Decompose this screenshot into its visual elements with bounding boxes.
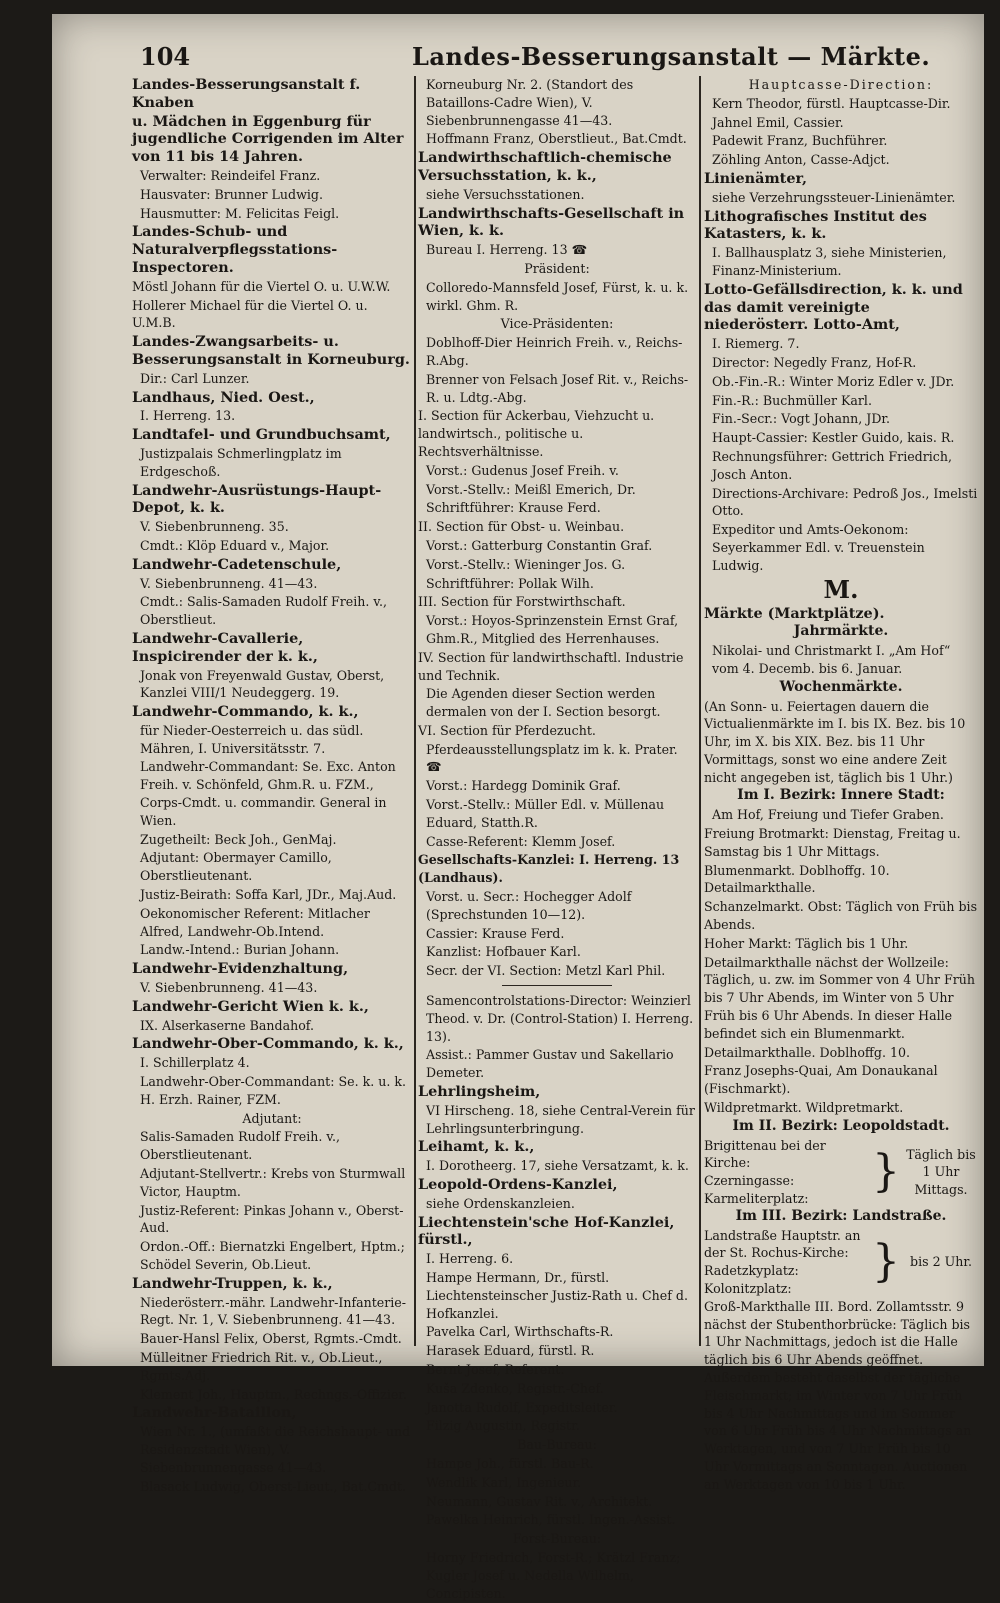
entry-heading: Lotto-Gefällsdirection, k. k. und das damit vereinigte niederösterr. Lotto-Amt, xyxy=(704,280,963,334)
entry-text: Bau-Bureau: xyxy=(517,1437,597,1453)
entry-heading: Jahrmärkte. xyxy=(793,623,889,640)
entry-text: Hoher Markt: Täglich bis 1 Uhr. xyxy=(704,935,909,951)
entry-text: Vorst.: Gatterburg Constantin Graf. xyxy=(426,537,653,553)
entry-text: Jonak von Freyenwald Gustav, Oberst, Kanzlei VIII/1 Neudeggerg. 19. xyxy=(140,667,385,701)
entry-text: Vorst.: Gudenus Josef Freih. v. xyxy=(426,462,619,478)
entry-heading: Landes-Schub- und Naturalverpflegsstations-Inspectoren. xyxy=(132,223,338,276)
entry-text: Dir.: Carl Lunzer. xyxy=(140,370,250,386)
entry-text: Samencontrolstations-Director: Weinzierl Theod. v. Dr. (Control-Station) I. Herreng. 13). xyxy=(426,993,694,1044)
entry-text: Wendlik Karl, Ingenieur. xyxy=(426,1474,582,1490)
entry-text: Hampe Hermann, Dr., fürstl. Liechtensteinscher Justiz-Rath u. Chef d. Hofkanzlei. xyxy=(426,1270,688,1321)
entry-text: Ordon.-Off.: Biernatzki Engelbert, Hptm.; Schödel Severin, Ob.Lieut. xyxy=(140,1239,405,1272)
entry-text: Detailmarkthalle nächst der Wollzeile: Täglich, u. zw. im Sommer von 4 Uhr Früh bis 7 Uhr Abends, im Winter von 5 Uhr Früh bis 6 Uhr Abends. In dieser Halle befindet sich ein Blumenmarkt. xyxy=(704,954,975,1041)
entry-text: Casse-Referent: Klemm Josef. xyxy=(426,833,616,849)
entry-text: Landwehr-Ober-Commandant: Se. k. u. k. H. Erzh. Rainer, FZM. xyxy=(140,1074,406,1107)
entry-text: Vorst.: Hardegg Dominik Graf. xyxy=(426,778,621,794)
entry-text: IX. Alserkaserne Bandahof. xyxy=(140,1017,315,1033)
entry-heading: Lithografisches Institut des Katasters, k. k. xyxy=(704,207,927,243)
entry-text: Cassier: Krause Ferd. xyxy=(426,925,565,941)
entry-text: Cmdt.: Klöp Eduard v., Major. xyxy=(140,537,330,553)
entry-text: Justizpalais Schmerlingplatz im Erdgeschoß. xyxy=(140,445,342,479)
entry-text: Blasack Ludwig, Oberst-Lieut., Bat.Cmdt. xyxy=(140,1478,407,1494)
entry-heading: Landwehr-Cavallerie, Inspicirender der k. k., xyxy=(132,629,318,665)
entry-heading: Märkte (Marktplätze). xyxy=(704,604,885,622)
entry-text: Vorst.-Stellv.: Wieninger Jos. G. xyxy=(426,556,626,572)
entry-text: III. Section für Forstwirthschaft. xyxy=(418,594,626,610)
entry-text: Wildpretmarkt. Wildpretmarkt. xyxy=(704,1100,904,1116)
entry-text: Jahnel Emil, Cassier. xyxy=(712,114,844,130)
entry-text: Assist.: Pammer Gustav und Sakellario Demeter. xyxy=(426,1047,674,1081)
entry-text: Adjutant: Obermayer Camillo, Oberstlieutenant. xyxy=(140,850,332,884)
entry-text: Niederösterr.-mähr. Landwehr-Infanterie-Regt. Nr. 1, V. Siebenbrunneng. 41—43. xyxy=(140,1294,407,1328)
entry-text: Mülleitner Friedrich Rit. v., Ob.Lieut., Rgmts.Adj. xyxy=(140,1349,383,1383)
entry-text: Oekonomischer Referent: Mitlacher Alfred, Landwehr-Ob.Intend. xyxy=(140,905,370,939)
entry-text: Landwehr-Commandant: Se. Exc. Anton Freih. v. Schönfeld, Ghm.R. u. FZM., Corps-Cmdt. u. commandir. General in Wien. xyxy=(140,759,396,828)
entry-text: Justiz-Referent: Pinkas Johann v., Oberst-Aud. xyxy=(140,1202,404,1236)
entry-text: Franz Josephs-Quai, Am Donaukanal (Fischmarkt). xyxy=(704,1063,938,1097)
entry-heading: Landwehr-Commando, k. k., xyxy=(132,703,359,721)
entry-text: Colloredo-Mannsfeld Josef, Fürst, k. u. k. wirkl. Ghm. R. xyxy=(426,279,689,313)
entry-heading: Im III. Bezirk: Landstraße. xyxy=(735,1207,947,1224)
entry-heading: u. Mädchen in Eggenburg für jugendliche Corrigenden im Alter von 11 bis 14 Jahren. xyxy=(132,112,404,166)
entry-text: siehe Versuchsstationen. xyxy=(426,186,585,202)
entry-text: Klement Joh., Hauptm., Rechngs.-Offizier. xyxy=(140,1386,407,1402)
column-left xyxy=(132,76,412,1496)
entry-heading: Lehrlingsheim, xyxy=(418,1083,541,1101)
entry-text: Verwalter: Reindeifel Franz. xyxy=(140,167,321,183)
entry-text: I. Herreng. 6. xyxy=(426,1251,514,1267)
entry-text: Harasek Eduard, fürstl. R. xyxy=(426,1343,595,1359)
market-hours: bis 2 Uhr. xyxy=(910,1254,972,1270)
entry-text: Nikolai- und Christmarkt I. „Am Hof“ vom 4. Decemb. bis 6. Januar. xyxy=(712,643,951,676)
entry-text: Adjutant-Stellvertr.: Krebs von Sturmwall Victor, Hauptm. xyxy=(140,1166,406,1199)
market-group xyxy=(704,1227,978,1298)
entry-text: Filzig Augustin, Registr. xyxy=(426,1418,580,1434)
entry-heading: Wochenmärkte. xyxy=(779,678,903,695)
entry-text: Hampe Joh., fürstl. Bau-R. xyxy=(426,1455,594,1471)
entry-text: Kanzlist: Hofbauer Karl. xyxy=(426,944,581,960)
entry-text: Hollerer Michael für die Viertel O. u. U.M.B. xyxy=(132,297,368,331)
entry-text: Am Hof, Freiung und Tiefer Graben. xyxy=(712,807,944,823)
entry-text: siehe Verzehrungssteuer-Linienämter. xyxy=(712,189,956,205)
entry-text: Freiung Brotmarkt: Dienstag, Freitag u. Samstag bis 1 Uhr Mittags. xyxy=(704,826,961,859)
entry-text: Janotta Rudolf, Expeditsleiter. xyxy=(426,1399,618,1415)
entry-text: Schriftführer: Pollak Wilh. xyxy=(426,575,594,591)
entry-text: Justiz-Beirath: Soffa Karl, JDr., Maj.Aud. xyxy=(140,887,397,903)
entry-text: Secr. der VI. Section: Metzl Karl Phil. xyxy=(426,963,666,979)
entry-text: VI Hirscheng. 18, siehe Central-Verein für Lehrlingsunterbringung. xyxy=(426,1102,695,1136)
entry-text: Director: Negedly Franz, Hof-R. xyxy=(712,354,917,370)
entry-heading: Landwehr-Ausrüstungs-Haupt-Depot, k. k. xyxy=(132,481,382,517)
entry-text: Vorst.: Hoyos-Sprinzenstein Ernst Graf, Ghm.R., Mitglied des Herrenhauses. xyxy=(426,613,679,646)
market-places xyxy=(704,1137,868,1208)
market-place: Radetzkyplatz: xyxy=(704,1263,799,1279)
entry-text: Horny Friedrich, Forst-R.; Krätzl Franz; Kugler Josef u. Nedella Wilhelm, Concipisten. xyxy=(426,1549,681,1601)
column-divider xyxy=(699,76,701,1346)
entry-heading: Landwehr-Evidenzhaltung, xyxy=(132,960,349,978)
entry-text: siehe Ordenskanzleien. xyxy=(426,1195,575,1211)
entry-text: Gesellschafts-Kanzlei: I. Herreng. 13 (Landhaus). xyxy=(418,852,680,886)
entry-text: II. Section für Obst- u. Weinbau. xyxy=(418,519,625,535)
entry-text: I. Ballhausplatz 3, siehe Ministerien, Finanz-Ministerium. xyxy=(712,245,947,278)
entry-text: Korneuburg Nr. 2. (Standort des Bataillons-Cadre Wien), V. Siebenbrunnengasse 41—43. xyxy=(426,77,634,128)
entry-heading: Landwirthschafts-Gesellschaft in Wien, k. k. xyxy=(418,204,685,240)
market-place: Karmeliterplatz: xyxy=(704,1191,809,1207)
entry-text: Hausmutter: M. Felicitas Feigl. xyxy=(140,205,340,221)
entry-text: Blumenmarkt. Doblhoffg. 10. Detailmarkthalle. xyxy=(704,862,890,896)
entry-text: Vorst.-Stellv.: Müller Edl. v. Müllenau Eduard, Statth.R. xyxy=(426,797,665,830)
entry-text: Hausvater: Brunner Ludwig. xyxy=(140,186,323,202)
entry-text: Rechnungsführer: Gettrich Friedrich, Josch Anton. xyxy=(712,448,952,482)
entry-text: Brenner von Felsach Josef Rit. v., Reichs-R. u. Ldtg.-Abg. xyxy=(426,371,689,405)
entry-heading: Im II. Bezirk: Leopoldstadt. xyxy=(732,1117,950,1134)
entry-text: Padewit Franz, Buchführer. xyxy=(712,133,888,149)
entry-heading: Leihamt, k. k., xyxy=(418,1138,535,1156)
entry-text: Adjutant: xyxy=(242,1110,302,1126)
entry-text: Pawelka Heinrich, fürstl. Ingen.-Assist. xyxy=(426,1512,676,1528)
market-place: Landstraße Hauptstr. an der St. Rochus-Kirche: xyxy=(704,1227,861,1261)
entry-text: Bauer-Hansl Felix, Oberst, Rgmts.-Cmdt. xyxy=(140,1331,402,1347)
running-title: Landes-Besserungsanstalt — Märkte. xyxy=(412,42,931,71)
market-place: Kolonitzplatz: xyxy=(704,1281,792,1296)
entry-text: Kern Theodor, fürstl. Hauptcasse-Dir. xyxy=(712,95,951,111)
entry-text: Hauptcasse-Direction: xyxy=(748,77,934,92)
entry-text: Vorst. u. Secr.: Hochegger Adolf (Sprechstunden 10—12). xyxy=(426,889,632,922)
market-place: Brigittenau bei der Kirche: xyxy=(704,1137,826,1171)
market-place: Czerningasse: xyxy=(704,1173,795,1189)
book-page xyxy=(52,14,984,1601)
entry-text: Bernt Josef, Referent. xyxy=(426,1361,565,1377)
entry-heading: Landwehr-Truppen, k. k., xyxy=(132,1274,333,1292)
entry-text: V. Siebenbrunneng. 41—43. xyxy=(140,575,318,591)
entry-text: V. Siebenbrunneng. 41—43. xyxy=(140,980,318,996)
page-header xyxy=(52,32,984,71)
entry-text: Detailmarkthalle. Doblhoffg. 10. xyxy=(704,1044,910,1060)
entry-text: Directions-Archivare: Pedroß Jos., Imelsti Otto. xyxy=(712,485,978,519)
entry-text: Zugetheilt: Beck Joh., GenMaj. xyxy=(140,831,337,847)
entry-text: Forst-Bureau: xyxy=(512,1531,602,1547)
entry-text: IV. Section für landwirthschaftl. Industrie und Technik. xyxy=(418,649,684,683)
entry-heading: Landwehr-Cadetenschule, xyxy=(132,555,342,573)
column-middle xyxy=(418,76,696,1603)
entry-text: I. Schillerplatz 4. xyxy=(140,1055,250,1071)
entry-text: Vice-Präsidenten: xyxy=(500,316,614,332)
market-hours: Täglich bis 1 Uhr Mittags. xyxy=(906,1146,976,1198)
entry-text: Doblhoff-Dier Heinrich Freih. v., Reichs-R.Abg. xyxy=(426,335,683,368)
entry-text: Kuša Zdenko, Registr.-Chef. xyxy=(426,1380,604,1396)
entry-text: Fin.-R.: Buchmüller Karl. xyxy=(712,392,872,408)
entry-text: Cmdt.: Salis-Samaden Rudolf Freih. v., Oberstlieut. xyxy=(140,594,387,628)
entry-text: Die Agenden dieser Section werden dermalen von der I. Section besorgt. xyxy=(426,686,661,720)
entry-heading: M. xyxy=(823,574,859,604)
entry-heading: Landtafel- und Grundbuchsamt, xyxy=(132,426,391,444)
column-divider xyxy=(414,76,416,1346)
entry-heading: Leopold-Ordens-Kanzlei, xyxy=(418,1176,618,1194)
entry-text: Zöhling Anton, Casse-Adjct. xyxy=(712,152,890,168)
entry-text: I. Dorotheerg. 17, siehe Versatzamt, k. k. xyxy=(426,1158,689,1174)
column-right xyxy=(704,76,978,1495)
entry-heading: Landwehr-Bataillon, xyxy=(132,1404,297,1422)
entry-text: I. Herreng. 13. xyxy=(140,408,236,424)
entry-text: Möstl Johann für die Viertel O. u. U.W.W. xyxy=(132,278,391,294)
entry-text: Fin.-Secr.: Vogt Johann, JDr. xyxy=(712,411,891,427)
entry-heading: Landes-Besserungsanstalt f. Knaben xyxy=(132,76,361,111)
entry-text: Wien Nr. 1., (umfaßt die Reichshaupt- und Residenzstadt Wien), V. Siebenbrunnengasse 41—43. xyxy=(140,1424,411,1475)
entry-text: (An Sonn- u. Feiertagen dauern die Victualienmärkte im I. bis IX. Bez. bis 10 Uhr, im X. bis XIX. Bez. bis 11 Uhr Vormittags, sonst wo eine andere Zeit nicht angegeben ist, täglich bis 1 Uhr.) xyxy=(704,698,966,785)
entry-heading: Landwehr-Ober-Commando, k. k., xyxy=(132,1035,404,1053)
entry-text: Neumann, Gustav Rit. v., Architekt. xyxy=(426,1493,653,1509)
entry-text: I. Section für Ackerbau, Viehzucht u. landwirtsch., politische u. Rechtsverhältnisse. xyxy=(418,408,655,459)
entry-heading: Im I. Bezirk: Innere Stadt: xyxy=(737,787,945,804)
entry-heading: Liechtenstein'sche Hof-Kanzlei, fürstl., xyxy=(418,1213,675,1249)
entry-text: VI. Section für Pferdezucht. xyxy=(418,722,596,738)
entry-text: Expeditor und Amts-Oekonom: Seyerkammer Edl. v. Treuenstein Ludwig. xyxy=(712,522,925,573)
market-group xyxy=(704,1137,978,1208)
entry-text: für Nieder-Oesterreich u. das südl. Mähren, I. Universitätsstr. 7. xyxy=(140,722,364,756)
entry-text: Schriftführer: Krause Ferd. xyxy=(426,500,601,516)
brace-symbol: } xyxy=(872,1236,900,1288)
entry-heading: Landwehr-Gericht Wien k. k., xyxy=(132,997,369,1015)
entry-text: Haupt-Cassier: Kestler Guido, kais. R. xyxy=(712,430,955,446)
entry-text: Bureau I. Herreng. 13 ☎ xyxy=(426,242,588,258)
section-rule xyxy=(502,985,612,986)
entry-text: I. Riemerg. 7. xyxy=(712,336,800,352)
entry-heading: Landhaus, Nied. Oest., xyxy=(132,388,315,406)
entry-text: V. Siebenbrunneng. 35. xyxy=(140,519,289,535)
brace-symbol: } xyxy=(872,1146,900,1198)
entry-text: Pavelka Carl, Wirthschafts-R. xyxy=(426,1324,614,1340)
entry-heading: Landwirthschaftlich-chemische Versuchsstation, k. k., xyxy=(418,149,672,184)
entry-text: Groß-Markthalle III. Bord. Zollamtsstr. 9 nächst der Stubenthorbrücke: Täglich bis 1 Uhr Nachmittags, jedoch ist die Halle täglich bis 6 Uhr Abends geöffnet. Außerdem besteht daselbst der tägliche Fleischmarkt; im Winter von 7 Uhr Früh bis 4 Uhr Nachmittags und im Sommer von 6 Uhr Früh bis 4 Uhr Nachmittags an Werktagen, und von 7 Uhr Früh bis 10 Uhr Vormittags an Sonntagen. Auctionen an Werktagen von 10 bis 1 Uhr. xyxy=(704,1298,972,1492)
entry-text: Ob.-Fin.-R.: Winter Moriz Edler v. JDr. xyxy=(712,373,955,389)
entry-heading: Linienämter, xyxy=(704,169,808,187)
entry-text: Pferdeausstellungsplatz im k. k. Prater. ☎ xyxy=(426,741,678,775)
market-places xyxy=(704,1227,868,1298)
entry-text: Schanzelmarkt. Obst: Täglich von Früh bis Abends. xyxy=(704,899,978,933)
entry-text: Salis-Samaden Rudolf Freih. v., Oberstlieutenant. xyxy=(140,1129,341,1163)
entry-text: Landw.-Intend.: Burian Johann. xyxy=(140,942,340,958)
entry-text: Hoffmann Franz, Oberstlieut., Bat.Cmdt. xyxy=(426,131,687,147)
page-number: 104 xyxy=(140,42,191,71)
entry-heading: Landes-Zwangsarbeits- u. Besserungsanstalt in Korneuburg. xyxy=(132,333,410,368)
entry-text: Präsident: xyxy=(524,260,590,276)
entry-text: Vorst.-Stellv.: Meißl Emerich, Dr. xyxy=(426,481,636,497)
